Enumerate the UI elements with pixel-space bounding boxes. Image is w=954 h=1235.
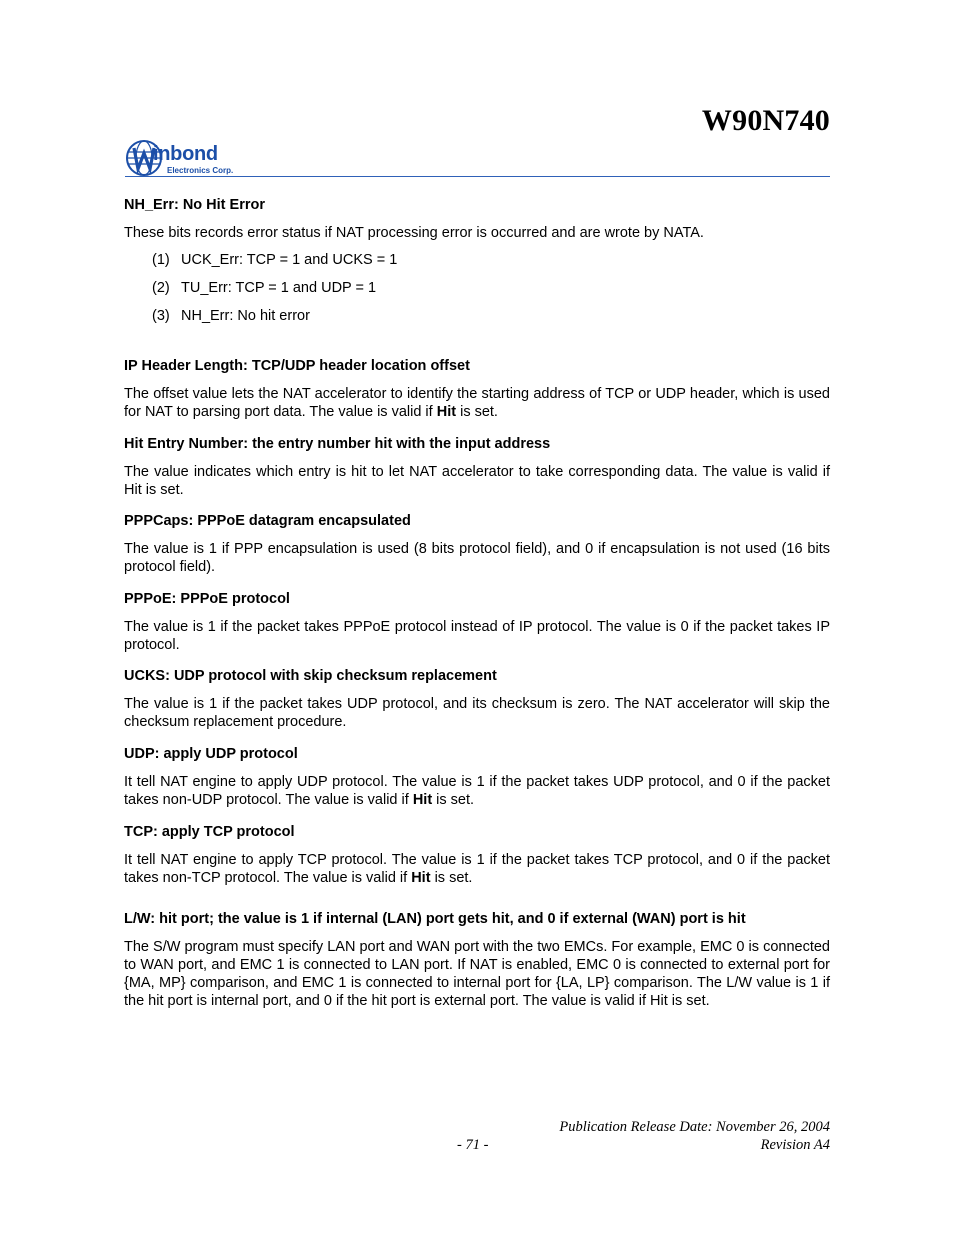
section-text-hit-entry-number: The value indicates which entry is hit to let NAT accelerator to take corresponding data. The value is valid if Hit is set. [124, 464, 830, 498]
section-title-lw: L/W: hit port; the value is 1 if internal (LAN) port gets hit, and 0 if external (WAN) port is hit [124, 911, 746, 927]
section-title-pppcaps: PPPCaps: PPPoE datagram encapsulated [124, 513, 411, 529]
list-item [152, 307, 830, 325]
document-body [124, 197, 830, 1010]
section-title-pppoe: PPPoE: PPPoE protocol [124, 591, 290, 607]
section-title-ucks: UCKS: UDP protocol with skip checksum replacement [124, 668, 497, 684]
section-text-ip-header-length: The offset value lets the NAT accelerator to identify the starting address of TCP or UDP header, which is used for NAT to parsing port data. The value is valid if Hit is set. [124, 386, 830, 420]
section-text-ucks: The value is 1 if the packet takes UDP protocol, and its checksum is zero. The NAT accelerator will skip the checksum replacement procedure. [124, 696, 830, 730]
section-text-nh-err: These bits records error status if NAT processing error is occurred and are wrote by NATA. [124, 225, 704, 241]
list-item-number: (3) [152, 308, 170, 324]
section-title-tcp: TCP: apply TCP protocol [124, 824, 295, 840]
page-number: - 71 - [457, 1137, 489, 1153]
publication-date: Publication Release Date: November 26, 2004 [559, 1119, 830, 1135]
list-item-number: (2) [152, 280, 170, 296]
section-text-tcp: It tell NAT engine to apply TCP protocol. The value is 1 if the packet takes TCP protocol, and 0 if the packet takes non-TCP protocol. The value is valid if Hit is set. [124, 852, 830, 886]
section-text-lw: The S/W program must specify LAN port and WAN port with the two EMCs. For example, EMC 0 is connected to WAN port, and EMC 1 is connected to LAN port. If NAT is enabled, EMC 0 is connected to external port for {MA, MP} comparison, and EMC 1 is connected to internal port for {LA, LP} comparison. The L/W value is 1 if the hit port is internal port, and 0 if the hit port is external port. The value is valid if Hit is set. [124, 939, 830, 1009]
list-item-text: NH_Err: No hit error [181, 308, 310, 324]
logo-subtitle: Electronics Corp. [167, 166, 234, 175]
section-text-pppoe: The value is 1 if the packet takes PPPoE protocol instead of IP protocol. The value is 0 if the packet takes IP protocol. [124, 619, 830, 653]
section-title-udp: UDP: apply UDP protocol [124, 746, 298, 762]
section-title-ip-header-length: IP Header Length: TCP/UDP header location offset [124, 358, 470, 374]
section-text-pppcaps: The value is 1 if PPP encapsulation is used (8 bits protocol field), and 0 if encapsulation is not used (16 bits protocol field). [124, 541, 830, 575]
chip-title: W90N740 [701, 104, 830, 137]
section-text-udp: It tell NAT engine to apply UDP protocol. The value is 1 if the packet takes UDP protocol, and 0 if the packet takes non-UDP protocol. The value is valid if Hit is set. [124, 774, 830, 808]
list-item-number: (1) [152, 252, 170, 268]
list-item [152, 251, 830, 269]
header-rule [125, 176, 830, 177]
winbond-logo [125, 138, 250, 178]
list-item-text: TU_Err: TCP = 1 and UDP = 1 [181, 280, 377, 296]
section-title-nh-err: NH_Err: No Hit Error [124, 197, 265, 213]
section-title-hit-entry-number: Hit Entry Number: the entry number hit with the input address [124, 436, 551, 452]
logo-wordmark: inbond [153, 143, 218, 165]
revision: Revision A4 [760, 1137, 830, 1153]
list-item-text: UCK_Err: TCP = 1 and UCKS = 1 [181, 252, 398, 268]
list-item [152, 279, 830, 297]
